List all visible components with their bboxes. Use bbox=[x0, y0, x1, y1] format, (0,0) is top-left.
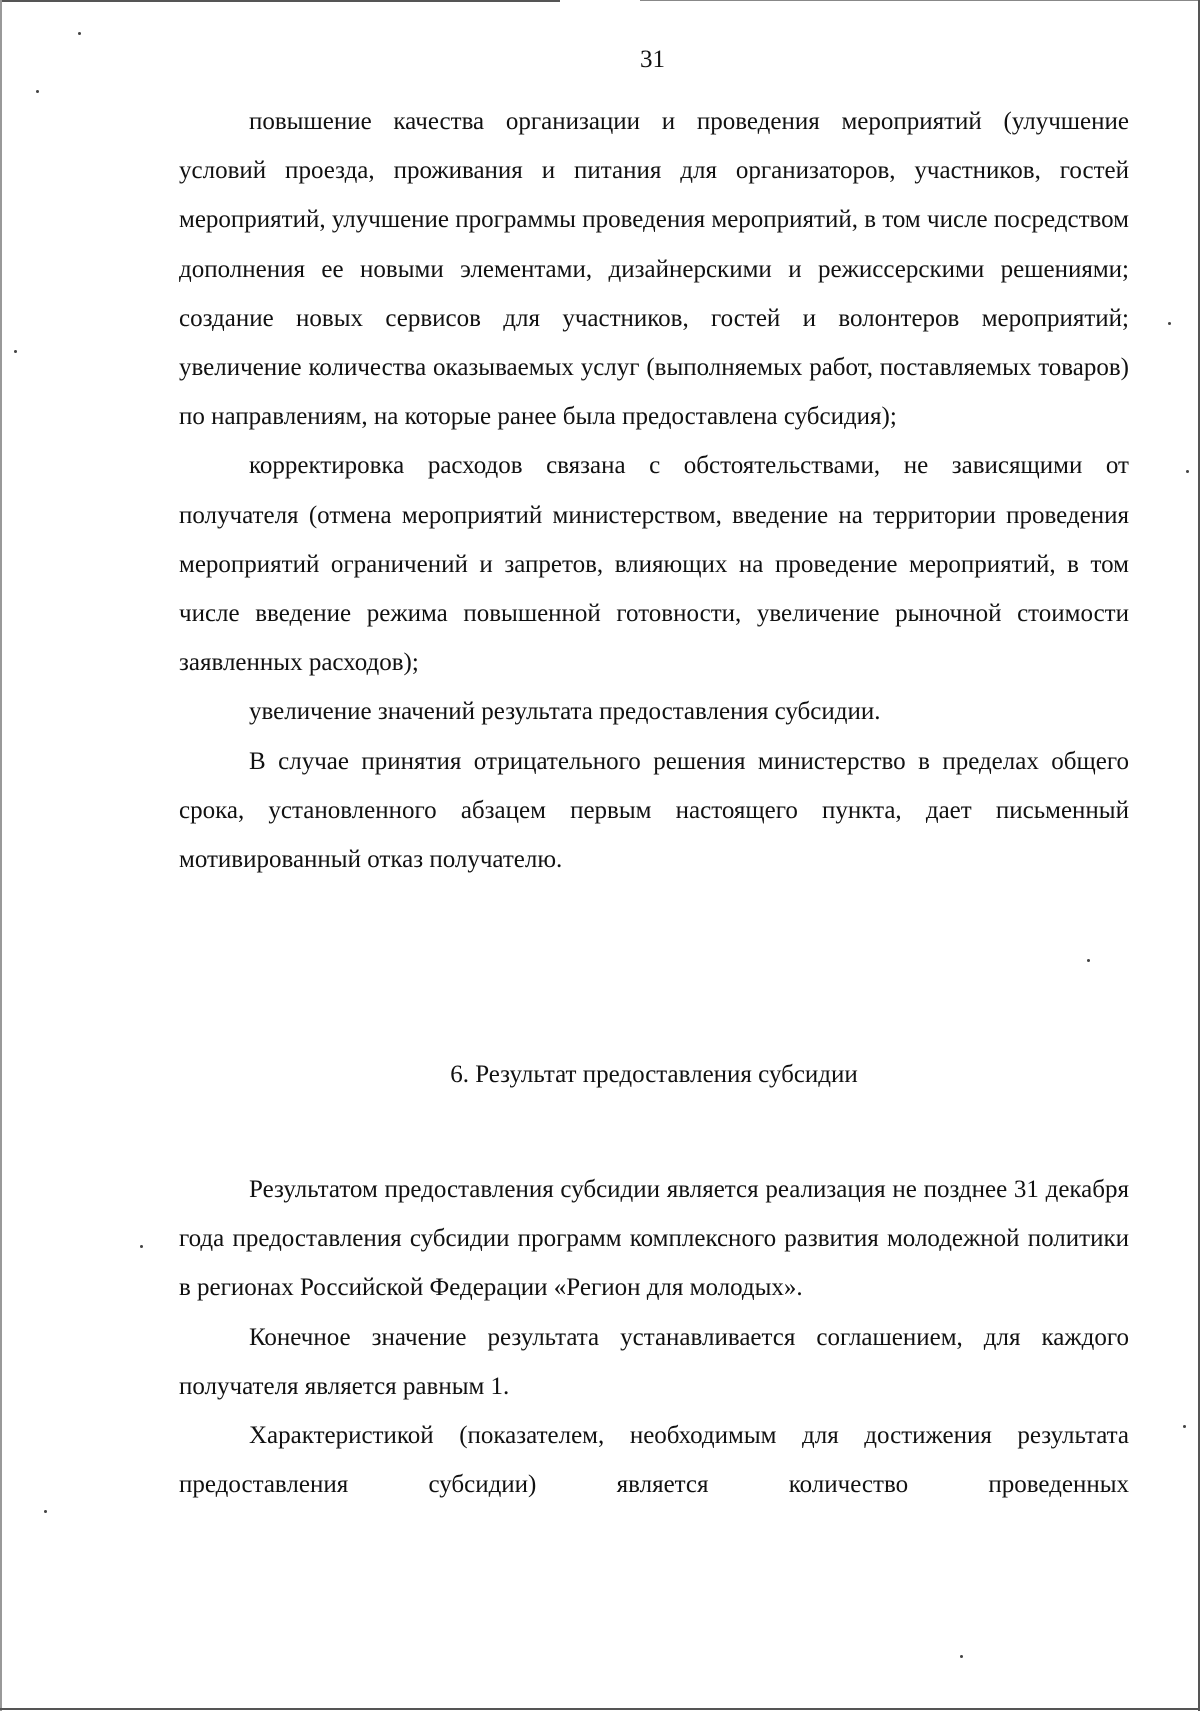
scan-speck bbox=[1087, 959, 1090, 962]
scan-speck bbox=[1168, 322, 1171, 325]
paragraph: В случае принятия отрицательного решения министерство в пределах общего срока, установленного абзацем первым настоящего пункта, дает письменный мотивированный отказ получателю. bbox=[179, 747, 1129, 874]
paragraph: Конечное значение результата устанавливается соглашением, для каждого получателя является равным 1. bbox=[179, 1323, 1129, 1400]
scan-edge-left bbox=[0, 0, 2, 1711]
scan-speck bbox=[78, 32, 81, 35]
scan-speck bbox=[44, 1510, 47, 1513]
section-6-body bbox=[179, 1165, 1129, 1509]
paragraph: Характеристикой (показателем, необходимым для достижения результата предоставления субсидии) является количество проведенных bbox=[179, 1422, 1129, 1499]
scan-edge-top bbox=[0, 0, 560, 2]
scan-speck bbox=[960, 1655, 963, 1658]
scan-speck bbox=[1186, 470, 1189, 473]
paragraph: повышение качества организации и проведения мероприятий (улучшение условий проезда, проживания и питания для организаторов, участников, гостей мероприятий, улучшение программы проведения мероприятий, в том числе посредством дополнения ее новыми элементами, дизайнерскими и режиссерскими решениями; создание новых сервисов для участников, гостей и волонтеров мероприятий; увеличение количества оказываемых услуг (выполняемых работ, поставляемых товаров) по направлениям, на которые ранее была предоставлена субсидия); bbox=[179, 108, 1129, 431]
page-number: 31 bbox=[640, 46, 665, 73]
scan-speck bbox=[14, 350, 17, 353]
section-heading: 6. Результат предоставления субсидии bbox=[450, 1061, 858, 1088]
scan-edge-top-right bbox=[640, 0, 1200, 1]
paragraph: корректировка расходов связана с обстоятельствами, не зависящими от получателя (отмена мероприятий министерством, введение на территории проведения мероприятий ограничений и запретов, влияющих на проведение мероприятий, в том числе введение режима повышенной готовности, увеличение рыночной стоимости заявленных расходов); bbox=[179, 452, 1129, 677]
paragraph: увеличение значений результата предоставления субсидии. bbox=[249, 698, 881, 726]
scan-speck bbox=[1183, 1425, 1186, 1428]
scan-speck bbox=[140, 1245, 143, 1248]
paragraph: Результатом предоставления субсидии является реализация не позднее 31 декабря года предоставления субсидии программ комплексного развития молодежной политики в регионах Российской Федерации «Регион для молодых». bbox=[179, 1176, 1129, 1302]
scan-edge-bottom bbox=[0, 1708, 1200, 1710]
section-continuation bbox=[179, 97, 1129, 884]
scan-speck bbox=[36, 90, 39, 93]
